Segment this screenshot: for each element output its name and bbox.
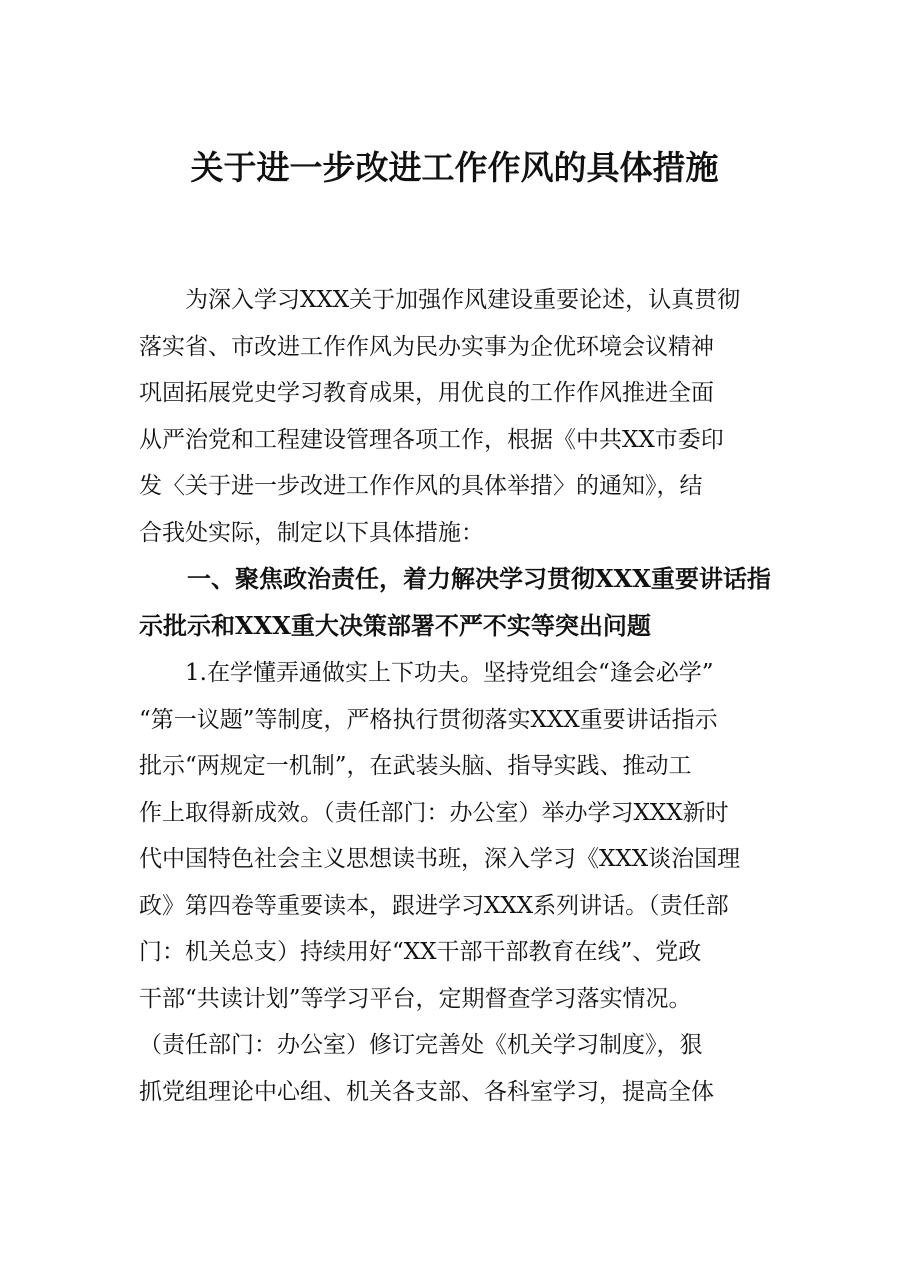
text-line: 巩固拓展党史学习教育成果，用优良的工作作风推进全面 [139,380,714,406]
item-1-paragraph [139,650,771,1115]
intro-paragraph [139,277,771,556]
text-line: （责任部门：办公室）修订完善处《机关学习制度》，狠 [139,1032,703,1058]
text-line: 从严治党和工程建设管理各项工作，根据《中共XX市委印 [139,426,724,453]
text-line: 作上取得新成效。（责任部门：办公室）举办学习XXX新时 [139,799,729,826]
heading-line: 一、聚焦政治责任，着力解决学习贯彻XXX重要讲话指 [139,564,771,593]
heading-line: 示批示和XXX重大决策部署不严不实等突出问题 [139,610,651,640]
text-line: 抓党组理论中心组、机关各支部、各科室学习，提高全体 [139,1078,714,1105]
text-line: 批示“两规定一机制”，在武装头脑、指导实践、推动工 [139,753,692,779]
document-title: 关于进一步改进工作作风的具体措施 [190,148,719,187]
text-line: 门：机关总支）持续用好“XX干部干部教育在线”、党政 [139,939,702,965]
text-line: 代中国特色社会主义思想读书班，深入学习《XXX谈治国理 [139,846,741,872]
text-line: 干部“共读计划”等学习平台，定期督查学习落实情况。 [139,985,692,1012]
text-line: “第一议题”等制度，严格执行贯彻落实XXX重要讲话指示 [139,706,718,733]
section-heading [139,556,771,649]
text-line: 政》第四卷等重要读本，跟进学习XXX系列讲话。（责任部 [139,892,729,919]
text-line: 为深入学习XXX关于加强作风建设重要论述，认真贯彻 [139,287,741,313]
text-line: 落实省、市改进工作作风为民办实事为企优环境会议精神 [139,333,714,360]
text-line: 1.在学懂弄通做实上下功夫。坚持党组会“逢会必学” [139,660,714,686]
text-line: 合我处实际，制定以下具体措施： [139,519,484,546]
text-line: 发〈关于进一步改进工作作风的具体举措〉的通知》，结 [139,473,703,499]
